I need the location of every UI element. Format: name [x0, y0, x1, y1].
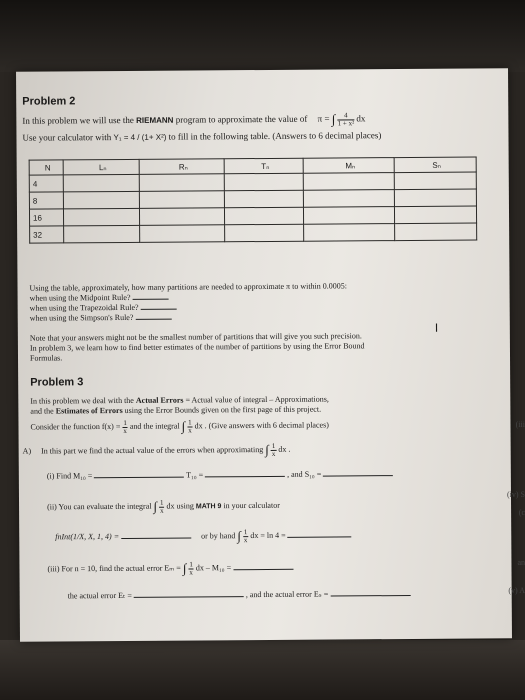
- integral-sign: ∫: [331, 111, 336, 127]
- one-over-x-fraction: [159, 499, 165, 514]
- fnint-line: [55, 527, 351, 545]
- part-a-text: In this part we find the actual value of the errors when approximating: [41, 444, 264, 456]
- m10-blank[interactable]: [94, 477, 184, 479]
- integrand-numerator: 4: [338, 112, 355, 120]
- integral-sign: ∫: [182, 560, 187, 576]
- use-calculator-line: [22, 130, 381, 143]
- fnint-expression: fnInt(1/X, X, 1, 4) =: [55, 531, 120, 542]
- riemann-program-name: RIEMANN: [136, 115, 174, 125]
- riemann-table: [29, 157, 478, 244]
- margin-note: (iii: [515, 420, 525, 429]
- actual-error-text: the actual error: [67, 591, 117, 601]
- problem-2-title: Problem 2: [22, 95, 76, 108]
- p3-text: using the Error Bounds given on the first page of this project.: [124, 404, 322, 415]
- fraction-numerator: 1: [189, 560, 193, 569]
- cell-ln[interactable]: [64, 225, 140, 243]
- simpson-question: [30, 313, 172, 323]
- cell-tn[interactable]: [225, 207, 304, 225]
- t10-blank[interactable]: [205, 476, 285, 478]
- margin-note: (c: [518, 508, 525, 517]
- fraction-denominator: x: [189, 568, 193, 577]
- one-over-x-fraction: [188, 561, 194, 576]
- cell-tn[interactable]: [225, 224, 304, 242]
- fraction-denominator: x: [160, 506, 164, 515]
- math-9-key: MATH 9: [195, 503, 222, 511]
- header-sn: Sₙ: [394, 157, 476, 173]
- midpoint-answer-blank[interactable]: [132, 299, 168, 300]
- cell-ln[interactable]: [63, 191, 139, 209]
- et-label: Eₜ =: [118, 590, 132, 601]
- note-line-2: In problem 3, we learn how to find better estimates of the number of partitions by using the Error Bound: [29, 341, 365, 353]
- calculator-function: Y₁ = 4 / (1+ X²): [113, 132, 167, 143]
- pi-equals: π =: [317, 113, 330, 124]
- trapezoidal-question-text: when using the Trapezoidal Rule?: [29, 302, 139, 313]
- integrand-fraction: [338, 112, 355, 127]
- worksheet-page: [16, 68, 512, 641]
- actual-errors-line: [68, 589, 411, 600]
- fraction-numerator: 1: [159, 498, 164, 507]
- fraction-numerator: 1: [123, 418, 127, 427]
- fraction-numerator: 1: [271, 441, 276, 450]
- cell-ln[interactable]: [63, 174, 139, 192]
- et-blank[interactable]: [134, 596, 244, 598]
- midpoint-question: [30, 293, 169, 303]
- cell-ln[interactable]: [63, 208, 139, 226]
- fraction-numerator: 1: [188, 418, 192, 427]
- desk-background-bottom: [0, 640, 525, 700]
- one-over-x-fraction: [271, 442, 277, 457]
- cell-sn[interactable]: [394, 172, 476, 190]
- dx-label: dx: [356, 113, 366, 124]
- part-iii-mid: dx – M₁₀ =: [195, 563, 232, 573]
- cell-tn[interactable]: [224, 173, 303, 191]
- part-iii-label: (iii) For n = 10, find the actual error: [47, 563, 163, 574]
- actual-errors-term: Actual Errors: [135, 395, 184, 405]
- ln4-text: dx = ln 4 =: [250, 530, 286, 540]
- by-hand-text: or by hand: [201, 531, 236, 541]
- part-i: [47, 469, 393, 480]
- cell-sn[interactable]: [395, 223, 477, 241]
- one-over-x-fraction: [243, 529, 249, 544]
- partitions-question: Using the table, approximately, how many partitions are needed to approximate π to within 0.0005:: [29, 281, 348, 293]
- header-mn: Mₙ: [303, 158, 394, 174]
- s10-blank[interactable]: [323, 475, 393, 476]
- actual-error-text-2: , and the actual error: [245, 589, 312, 600]
- note-line-3: Formulas.: [29, 353, 63, 363]
- fraction-numerator: 1: [243, 527, 248, 536]
- text-cursor-icon: I: [434, 320, 439, 335]
- simpson-question-text: when using the Simpson's Rule?: [29, 312, 134, 323]
- integrand-denominator: 1 + x²: [337, 118, 355, 127]
- fnint-blank[interactable]: [121, 537, 191, 538]
- part-a: [23, 442, 291, 460]
- intro-text-2: program to approximate the value of: [175, 113, 308, 125]
- problem-3-line-2: [30, 405, 321, 416]
- cell-mn[interactable]: [304, 190, 395, 208]
- ln4-blank[interactable]: [288, 536, 352, 537]
- row-n: 16: [29, 209, 63, 226]
- part-ii: [47, 498, 280, 516]
- one-over-x-fraction: [122, 419, 128, 434]
- trapezoidal-question: [30, 303, 177, 313]
- note-line-1: Note that your answers might not be the smallest number of partitions that will give you such precision.: [29, 331, 362, 343]
- part-a-end: dx .: [278, 444, 291, 454]
- header-rn: Rₙ: [139, 159, 224, 175]
- problem-2-intro: [22, 111, 365, 129]
- cell-sn[interactable]: [394, 206, 476, 224]
- cell-sn[interactable]: [394, 189, 476, 207]
- margin-note: (iv) S: [507, 490, 525, 499]
- integral-sign: ∫: [237, 528, 241, 544]
- cell-tn[interactable]: [224, 190, 303, 208]
- p3-text: dx . (Give answers with 6 decimal places): [194, 420, 329, 431]
- function-fx: f(x) =: [101, 421, 121, 431]
- cell-rn[interactable]: [140, 208, 225, 226]
- integral-sign: ∫: [153, 498, 158, 514]
- estimates-of-errors-term: Estimates of Errors: [55, 405, 123, 416]
- trapezoidal-answer-blank[interactable]: [141, 309, 177, 310]
- part-a-label: A): [22, 446, 32, 456]
- cell-mn[interactable]: [304, 207, 395, 225]
- cell-rn[interactable]: [139, 174, 224, 192]
- cell-rn[interactable]: [140, 225, 225, 243]
- em-label: Eₘ =: [164, 563, 181, 573]
- row-n: 8: [29, 192, 63, 209]
- problem-3-line-3: [30, 418, 328, 436]
- desk-background-top: [0, 0, 525, 72]
- cell-rn[interactable]: [140, 191, 225, 209]
- header-tn: Tₙ: [224, 158, 303, 174]
- cell-mn[interactable]: [304, 224, 395, 242]
- margin-note: (v) A: [508, 586, 525, 595]
- fraction-denominator: x: [243, 535, 248, 544]
- p3-text: and the integral: [129, 421, 180, 431]
- part-ii-end: in your calculator: [223, 500, 280, 511]
- part-ii-mid: dx using: [166, 501, 194, 511]
- part-iii: [47, 560, 293, 578]
- p3-text: = Actual value of integral – Approximations,: [185, 394, 329, 405]
- part-i-label: (i) Find: [46, 471, 72, 481]
- fraction-denominator: x: [271, 449, 276, 458]
- and-text: , and: [287, 469, 303, 479]
- margin-note: an: [517, 558, 525, 567]
- integral-sign: ∫: [265, 441, 269, 457]
- fraction-denominator: x: [123, 426, 127, 435]
- es-label: Eₛ =: [313, 589, 329, 599]
- t10-label: T₁₀ =: [186, 470, 204, 480]
- m10-label: M₁₀ =: [73, 471, 93, 481]
- header-n: N: [29, 160, 63, 175]
- row-n: 32: [30, 226, 64, 243]
- em-blank[interactable]: [233, 569, 293, 570]
- s10-label: S₁₀ =: [304, 469, 322, 479]
- midpoint-question-text: when using the Midpoint Rule?: [29, 292, 131, 303]
- header-ln: Lₙ: [63, 159, 139, 175]
- cell-mn[interactable]: [303, 173, 394, 191]
- problem-3-title: Problem 3: [30, 376, 84, 389]
- table-row: [30, 223, 477, 243]
- intro-text: In this problem we will use the: [22, 114, 134, 126]
- one-over-x-fraction: [187, 419, 193, 434]
- fraction-denominator: x: [188, 426, 192, 435]
- integral-sign: ∫: [181, 418, 186, 434]
- p3-text: Consider the function: [30, 421, 100, 432]
- use-calc-text-2: to fill in the following table. (Answers to 6 decimal places): [168, 130, 382, 142]
- part-ii-label: (ii) You can evaluate the integral: [47, 501, 152, 512]
- p3-text: and the: [30, 406, 54, 416]
- p3-text: In this problem we deal with the: [30, 395, 134, 406]
- simpson-answer-blank[interactable]: [135, 319, 171, 320]
- es-blank[interactable]: [330, 595, 410, 597]
- use-calc-text: Use your calculator with: [22, 132, 112, 143]
- row-n: 4: [29, 175, 63, 192]
